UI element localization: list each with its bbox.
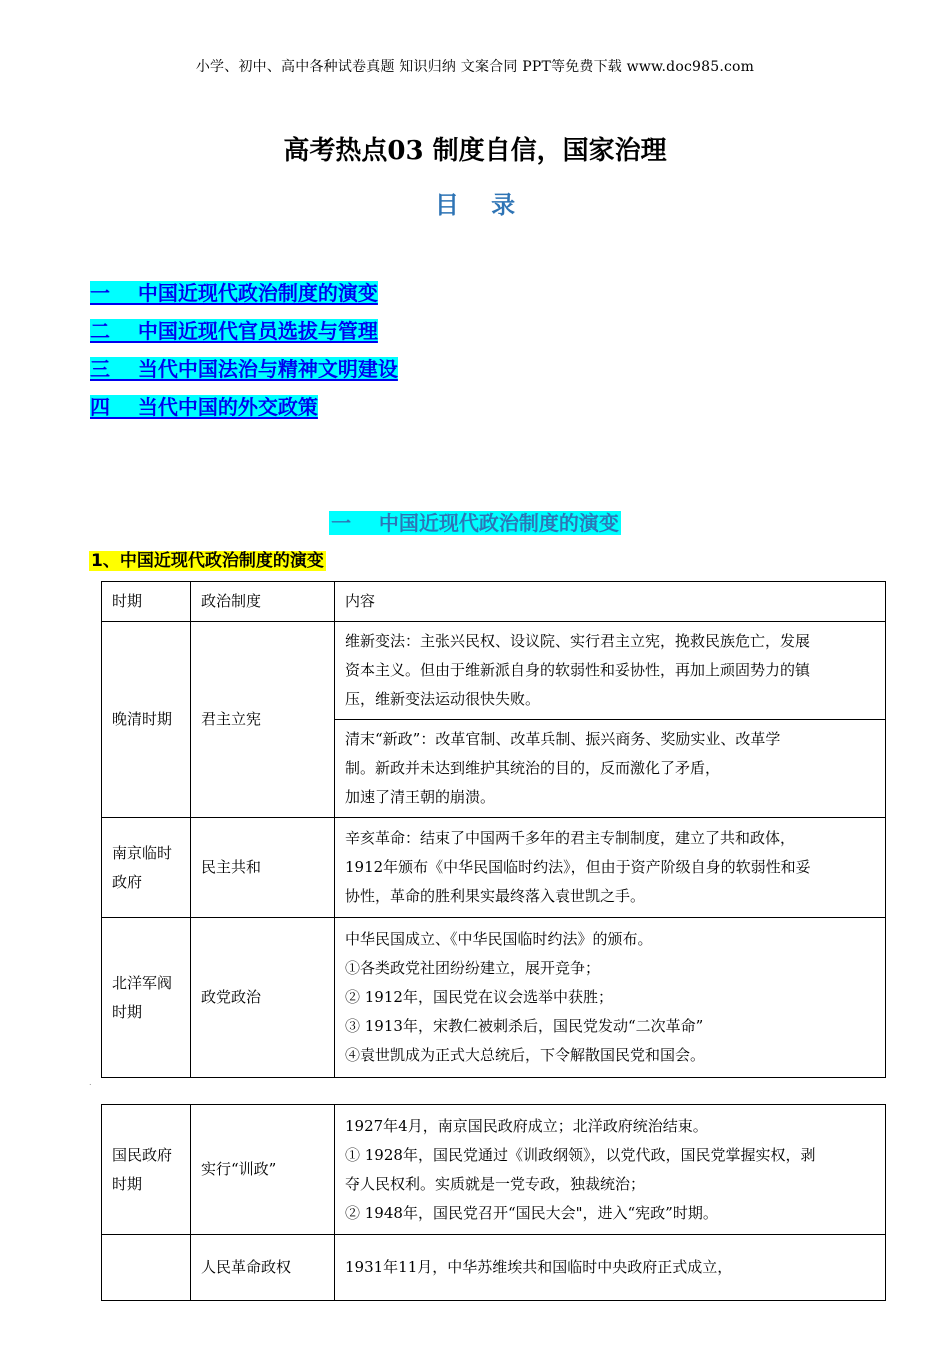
content-line: 夺人民权利。实质就是一党专政，独裁统治； — [345, 1174, 646, 1193]
content-line: 制。新政并未达到维护其统治的目的，反而激化了矛盾， — [345, 759, 721, 777]
content-cell — [335, 622, 886, 720]
subheading — [89, 546, 326, 571]
content-line: 资本主义。但由于维新派自身的软弱性和妥协性，再加上顽固势力的镇 — [345, 661, 811, 679]
period-cell: 晚清时期 — [102, 622, 191, 818]
table-row — [102, 1105, 886, 1235]
content-cell — [335, 1105, 886, 1235]
toc-item-3 — [90, 354, 398, 392]
content-line: ④袁世凯成为正式大总统后，下令解散国民党和国会。 — [345, 1046, 706, 1064]
content-line: ① 1928年，国民党通过《训政纲领》，以党代政，国民党掌握实权，剥 — [345, 1145, 816, 1164]
table-header-row — [102, 582, 886, 622]
toc-title: 目 录 — [434, 191, 528, 219]
header-system: 政治制度 — [191, 582, 335, 622]
toc-item-1 — [90, 278, 398, 316]
content-line: 协性，革命的胜利果实最终落入袁世凯之手。 — [345, 887, 646, 905]
period-cell: 北洋军阀时期 — [102, 918, 191, 1078]
content-line: 加速了清王朝的崩溃。 — [345, 788, 496, 806]
document-title: 高考热点03 制度自信，国家治理 — [283, 136, 667, 166]
system-cell: 君主立宪 — [191, 622, 335, 818]
system-cell: 实行“训政” — [191, 1105, 335, 1235]
content-line: ③ 1913年，宋教仁被刺杀后，国民党发动“二次革命” — [345, 1017, 704, 1035]
period-cell: 国民政府时期 — [102, 1105, 191, 1235]
system-cell: 民主共和 — [191, 818, 335, 918]
system-cell: 人民革命政权 — [191, 1235, 335, 1301]
toc-link-2[interactable]: 二 中国近现代官员选拔与管理 — [90, 319, 378, 343]
content-line: 1912年颁布《中华民国临时约法》，但由于资产阶级自身的软弱性和妥 — [345, 858, 811, 876]
content-line: ② 1912年，国民党在议会选举中获胜； — [345, 988, 613, 1006]
content-line: 辛亥革命：结束了中国两千多年的君主专制制度，建立了共和政体， — [345, 829, 796, 847]
system-cell: 政党政治 — [191, 918, 335, 1078]
table-row — [102, 622, 886, 720]
header-content: 内容 — [335, 582, 886, 622]
content-line: 清末“新政”：改革官制、改革兵制、振兴商务、奖励实业、改革学 — [345, 730, 781, 748]
subheading-text: 1、中国近现代政治制度的演变 — [91, 551, 324, 571]
content-cell — [335, 918, 886, 1078]
toc-item-4 — [90, 392, 398, 430]
table-of-contents — [90, 278, 398, 430]
content-line: ①各类政党社团纷纷建立，展开竞争； — [345, 959, 601, 977]
toc-link-4[interactable]: 四 当代中国的外交政策 — [90, 395, 318, 419]
table-row — [102, 818, 886, 918]
content-line: 1931年11月，中华苏维埃共和国临时中央政府正式成立， — [345, 1258, 733, 1276]
content-cell — [335, 1235, 886, 1301]
toc-link-1[interactable]: 一 中国近现代政治制度的演变 — [90, 281, 378, 305]
toc-item-2 — [90, 316, 398, 354]
page-header: 小学、初中、高中各种试卷真题 知识归纳 文案合同 PPT等免费下载 www.doc985.com — [195, 59, 755, 75]
political-system-table — [101, 581, 886, 1078]
header-period: 时期 — [102, 582, 191, 622]
section-heading-text: 一 中国近现代政治制度的演变 — [331, 511, 619, 535]
toc-link-3[interactable]: 三 当代中国法治与精神文明建设 — [90, 357, 398, 381]
section-heading — [0, 507, 950, 536]
content-line: 中华民国成立、《中华民国临时约法》的颁布。 — [345, 930, 653, 948]
table-row — [102, 1235, 886, 1301]
content-cell — [335, 720, 886, 818]
page-break-mark: . — [89, 1078, 92, 1087]
period-cell: 南京临时政府 — [102, 818, 191, 918]
content-line: 维新变法：主张兴民权、设议院、实行君主立宪，挽救民族危亡，发展 — [345, 632, 811, 650]
political-system-table-continued — [101, 1104, 886, 1301]
content-cell — [335, 818, 886, 918]
content-line: 压，维新变法运动很快失败。 — [345, 690, 541, 708]
period-cell — [102, 1235, 191, 1301]
content-line: 1927年4月，南京国民政府成立；北洋政府统治结束。 — [345, 1116, 708, 1135]
content-line: ② 1948年，国民党召开“国民大会"，进入“宪政”时期。 — [345, 1203, 718, 1222]
table-row — [102, 918, 886, 1078]
